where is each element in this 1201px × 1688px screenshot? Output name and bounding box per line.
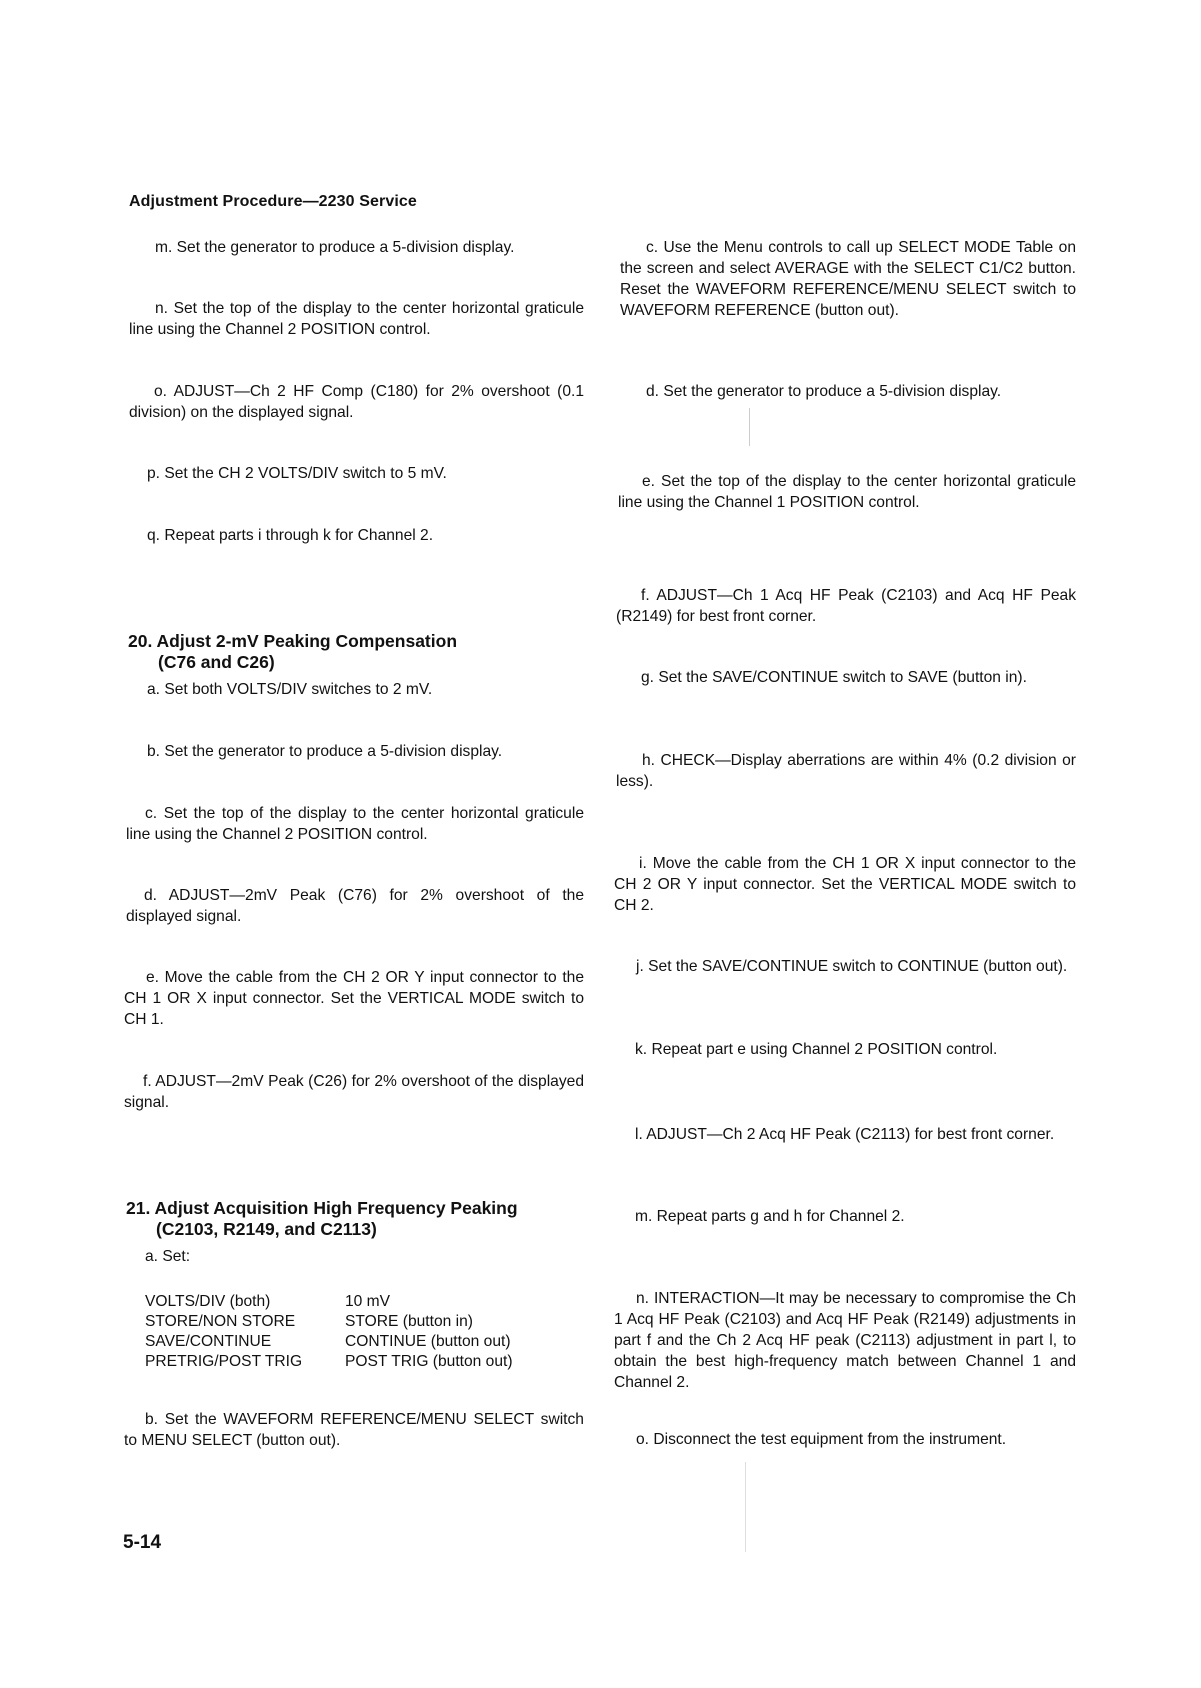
right-step-o: o. Disconnect the test equipment from the instrument. <box>636 1431 1007 1448</box>
right-step-d: d. Set the generator to produce a 5-division display. <box>646 383 1002 400</box>
setting-name: STORE/NON STORE <box>145 1313 296 1330</box>
left-step-q: q. Repeat parts i through k for Channel 2. <box>147 527 434 544</box>
s20-step-e: e. Move the cable from the CH 2 OR Y input connector to the CH 1 OR X input connector. Set the VERTICAL MODE switch to CH 1. <box>124 969 584 1028</box>
setting-value: STORE (button in) <box>345 1313 473 1330</box>
left-step-p: p. Set the CH 2 VOLTS/DIV switch to 5 mV. <box>147 465 447 482</box>
setting-value: 10 mV <box>345 1293 391 1310</box>
running-header: Adjustment Procedure—2230 Service <box>129 193 417 210</box>
right-step-h: h. CHECK—Display aberrations are within 4% (0.2 division or less). <box>616 752 1076 790</box>
setting-name: SAVE/CONTINUE <box>145 1333 272 1350</box>
page-number: 5-14 <box>123 1532 162 1553</box>
settings-row <box>145 1352 513 1372</box>
right-step-n: n. INTERACTION—It may be necessary to compromise the Ch 1 Acq HF Peak (C2103) and Acq HF Peak (R2149) adjustments in part f and the Ch 2 Acq HF peak (C2113) adjustment in part l, to obtain the best high-frequency match between Channel 1 and Channel 2. <box>614 1290 1076 1391</box>
section-21-heading <box>126 1198 518 1240</box>
right-step-g: g. Set the SAVE/CONTINUE switch to SAVE (button in). <box>641 669 1027 686</box>
section-20-title-line2: (C76 and C26) <box>158 652 275 672</box>
right-step-m: m. Repeat parts g and h for Channel 2. <box>635 1208 905 1225</box>
setting-value: CONTINUE (button out) <box>345 1333 511 1350</box>
right-step-c: c. Use the Menu controls to call up SELECT MODE Table on the screen and select AVERAGE with the SELECT C1/C2 button. Reset the WAVEFORM REFERENCE/MENU SELECT switch to WAVEFORM REFERENCE (button out). <box>620 239 1076 319</box>
left-step-o: o. ADJUST—Ch 2 HF Comp (C180) for 2% overshoot (0.1 division) on the displayed signal. <box>129 383 584 421</box>
right-step-i: i. Move the cable from the CH 1 OR X input connector to the CH 2 OR Y input connector. Set the VERTICAL MODE switch to CH 2. <box>614 855 1076 914</box>
section-20-title-line1: 20. Adjust 2-mV Peaking Compensation <box>128 631 458 651</box>
s20-step-a: a. Set both VOLTS/DIV switches to 2 mV. <box>147 681 433 698</box>
right-step-l: l. ADJUST—Ch 2 Acq HF Peak (C2113) for best front corner. <box>635 1126 1055 1143</box>
setting-name: VOLTS/DIV (both) <box>145 1293 271 1310</box>
section-20-heading <box>128 631 457 673</box>
left-step-n: n. Set the top of the display to the center horizontal graticule line using the Channel 2 POSITION control. <box>129 300 584 338</box>
scan-mark <box>745 1462 746 1552</box>
s21-step-b: b. Set the WAVEFORM REFERENCE/MENU SELECT switch to MENU SELECT (button out). <box>124 1411 584 1449</box>
settings-row <box>145 1292 513 1312</box>
s20-step-b: b. Set the generator to produce a 5-division display. <box>147 743 503 760</box>
s20-step-c: c. Set the top of the display to the center horizontal graticule line using the Channel 2 POSITION control. <box>126 805 584 843</box>
settings-row <box>145 1332 513 1352</box>
s20-step-f: f. ADJUST—2mV Peak (C26) for 2% overshoot of the displayed signal. <box>124 1073 584 1111</box>
scan-mark <box>749 408 750 446</box>
right-step-k: k. Repeat part e using Channel 2 POSITION control. <box>635 1041 998 1058</box>
s21-step-a: a. Set: <box>145 1248 191 1265</box>
setting-name: PRETRIG/POST TRIG <box>145 1353 303 1370</box>
settings-row <box>145 1312 513 1332</box>
section-21-title-line2: (C2103, R2149, and C2113) <box>156 1219 377 1239</box>
settings-table <box>145 1292 513 1372</box>
left-step-m: m. Set the generator to produce a 5-division display. <box>155 239 515 256</box>
setting-value: POST TRIG (button out) <box>345 1353 513 1370</box>
right-step-f: f. ADJUST—Ch 1 Acq HF Peak (C2103) and Acq HF Peak (R2149) for best front corner. <box>616 587 1076 625</box>
right-step-j: j. Set the SAVE/CONTINUE switch to CONTINUE (button out). <box>636 958 1068 975</box>
section-21-title-line1: 21. Adjust Acquisition High Frequency Peaking <box>126 1198 518 1218</box>
right-step-e: e. Set the top of the display to the center horizontal graticule line using the Channel 1 POSITION control. <box>618 473 1076 511</box>
s20-step-d: d. ADJUST—2mV Peak (C76) for 2% overshoot of the displayed signal. <box>126 887 584 925</box>
